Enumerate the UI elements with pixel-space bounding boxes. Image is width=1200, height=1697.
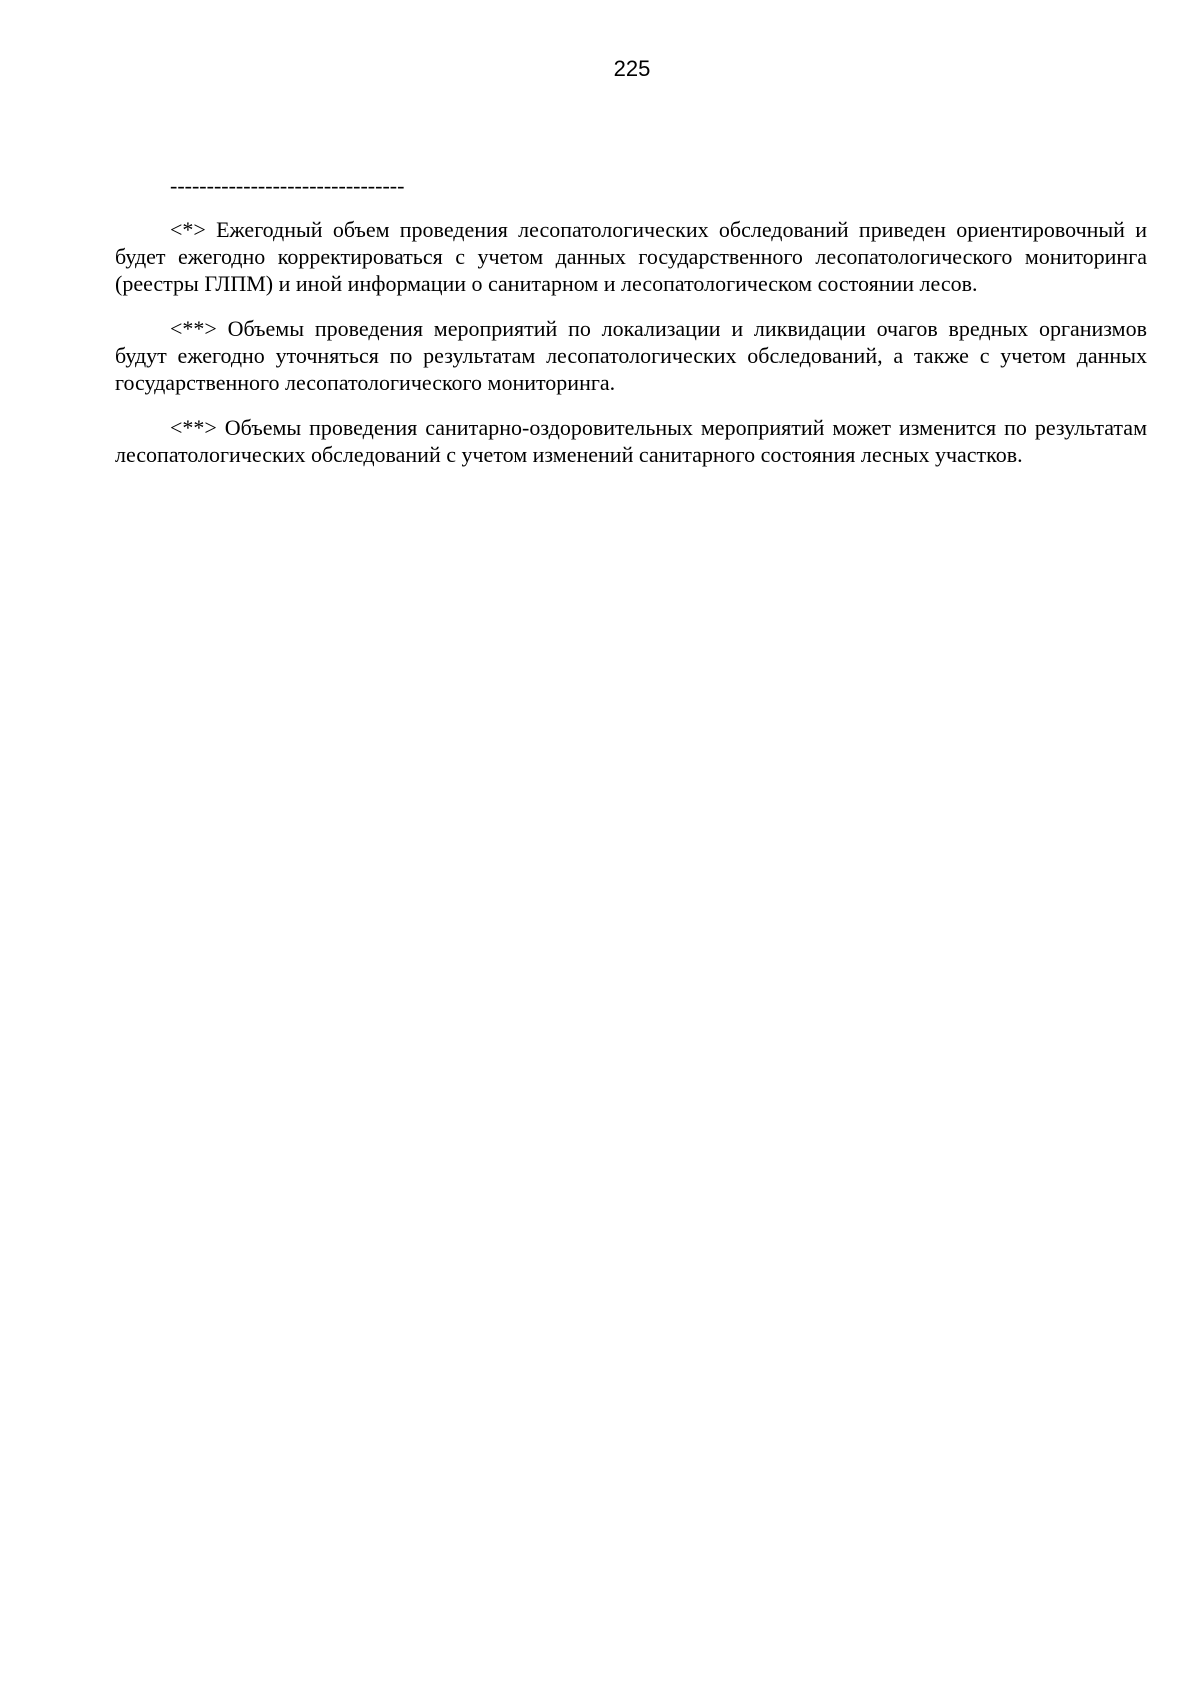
page-number: 225 (613, 56, 651, 81)
footnote-1: <*> Ежегодный объем проведения лесопатологических обследований приведен ориентировочный и будет ежегодно корректироваться с учетом данных государственного лесопатологического мониторинга (реестры ГЛПМ) и иной информации о санитарном и лесопатологическом состоянии лесов. (115, 217, 1147, 296)
footnotes-section (115, 172, 1147, 468)
footnote-separator: -------------------------------- (170, 173, 405, 198)
footnote-3: <**> Объемы проведения санитарно-оздоровительных мероприятий может изменится по результатам лесопатологических обследований с учетом изменений санитарного состояния лесных участков. (115, 415, 1147, 467)
footnote-2: <**> Объемы проведения мероприятий по локализации и ликвидации очагов вредных организмов будут ежегодно уточняться по результатам лесопатологических обследований, а также с учетом данных государственного лесопатологического мониторинга. (115, 316, 1147, 395)
